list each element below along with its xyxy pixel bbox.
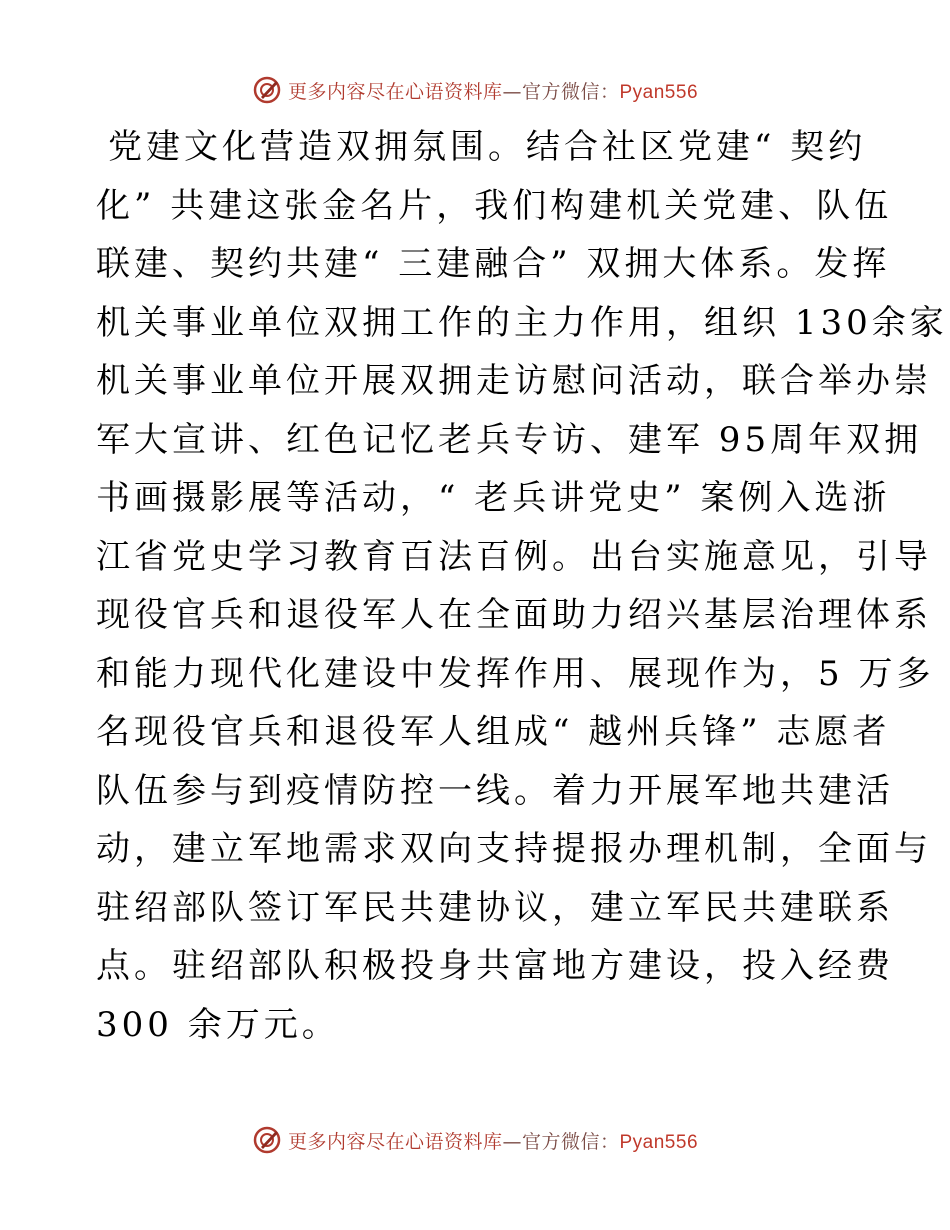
watermark-prefix: 更多内容尽在心语资料库 — [287, 1130, 503, 1153]
paragraph-line: 化” 共建这张金名片，我们构建机关党建、队伍 — [96, 185, 893, 226]
watermark-text — [288, 77, 698, 104]
header-watermark — [0, 72, 950, 108]
paragraph-line: 动，建立军地需求双向支持提报办理机制，全面与 — [96, 829, 932, 869]
paragraph-line: 点。驻绍部队积极投身共富地方建设，投入经费 — [96, 946, 894, 986]
paragraph-line: 300 余万元。 — [96, 1004, 340, 1045]
body-paragraph — [96, 118, 948, 1054]
watermark-separator: — — [502, 1130, 522, 1153]
paragraph-line: 现役官兵和退役军人在全面助力绍兴基层治理体系 — [96, 595, 932, 635]
watermark-separator: — — [502, 80, 522, 103]
paragraph-line: 党建文化营造双拥氛围。结合社区党建“ 契约 — [108, 127, 867, 167]
logo-icon — [252, 75, 282, 105]
watermark-prefix: 更多内容尽在心语资料库 — [287, 80, 503, 103]
footer-watermark — [0, 1122, 950, 1158]
watermark-label: 官方微信： — [521, 1130, 620, 1153]
watermark-label: 官方微信： — [521, 80, 620, 103]
paragraph-line: 名现役官兵和退役军人组成“ 越州兵锋” 志愿者 — [96, 712, 891, 752]
watermark-id: Pyan556 — [619, 81, 699, 103]
paragraph-line: 联建、契约共建“ 三建融合” 双拥大体系。发挥 — [96, 244, 891, 284]
paragraph-line: 江省党史学习教育百法百例。出台实施意见，引导 — [96, 536, 932, 577]
watermark-id: Pyan556 — [619, 1131, 699, 1153]
paragraph-line: 机关事业单位开展双拥走访慰问活动，联合举办崇 — [96, 361, 932, 401]
paragraph-line: 机关事业单位双拥工作的主力作用，组织 130余家 — [96, 302, 948, 343]
paragraph-line: 和能力现代化建设中发挥作用、展现作为，5 万多 — [96, 653, 935, 694]
paragraph-line: 书画摄影展等活动，“ 老兵讲党史” 案例入选浙 — [96, 478, 891, 518]
paragraph-line: 军大宣讲、红色记忆老兵专访、建军 95周年双拥 — [96, 419, 923, 460]
watermark-text — [288, 1127, 698, 1154]
paragraph-line: 驻绍部队签订军民共建协议，建立军民共建联系 — [96, 887, 894, 928]
logo-icon — [252, 1125, 282, 1155]
paragraph-line: 队伍参与到疫情防控一线。着力开展军地共建活 — [96, 770, 894, 811]
